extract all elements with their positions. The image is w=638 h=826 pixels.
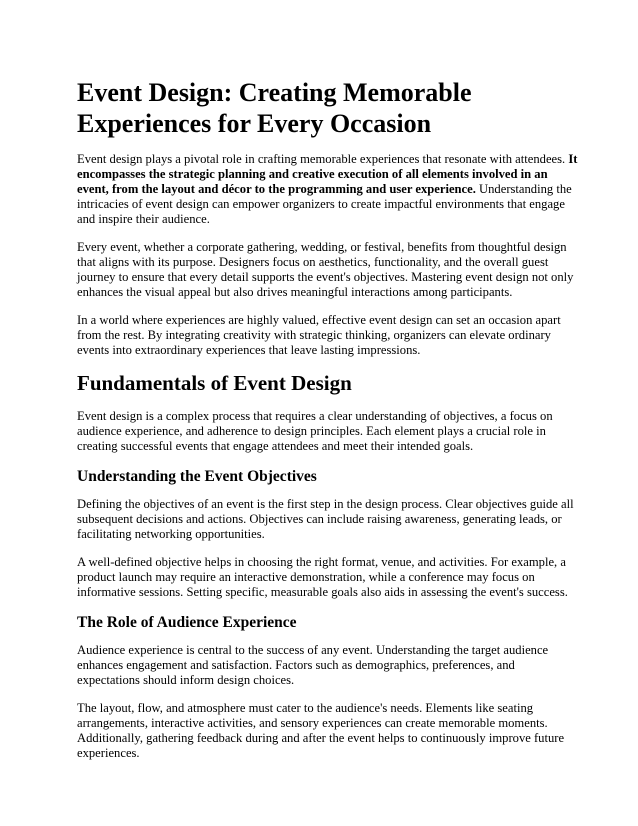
intro-paragraph-1-bold: It encompasses the strategic planning and creative execution of all elements involved in an event, from the layout and décor to the programming and user experience. [77, 152, 578, 196]
intro-paragraph-2: Every event, whether a corporate gathering, wedding, or festival, benefits from thoughtful design that aligns with its purpose. Designers focus on aesthetics, functionality, and the overall guest journey to ensure that every detail supports the event's objectives. Mastering event design not only enhances the visual appeal but also drives meaningful interactions among participants. [77, 240, 574, 299]
page-title: Event Design: Creating Memorable Experiences for Every Occasion [77, 78, 472, 138]
audience-paragraph-2: The layout, flow, and atmosphere must cater to the audience's needs. Elements like seating arrangements, interactive activities, and sensory experiences can create memorable moments. Additionally, gathering feedback during and after the event helps to continuously improve future experiences. [77, 701, 565, 760]
intro-paragraph-3: In a world where experiences are highly valued, effective event design can set an occasion apart from the rest. By integrating creativity with strategic thinking, organizers can elevate ordinary events into extraordinary experiences that leave lasting impressions. [77, 313, 561, 357]
audience-paragraph-1: Audience experience is central to the success of any event. Understanding the target audience enhances engagement and satisfaction. Factors such as demographics, preferences, and expectations should inform design choices. [77, 643, 549, 687]
intro-paragraph-1 [77, 152, 578, 227]
fundamentals-heading: Fundamentals of Event Design [77, 371, 352, 395]
objectives-heading: Understanding the Event Objectives [77, 468, 317, 485]
intro-paragraph-1-end: Understanding the intricacies of event design can empower organizers to create impactful environments that engage and inspire their audience. [77, 182, 572, 226]
intro-paragraph-1-start: Event design plays a pivotal role in crafting memorable experiences that resonate with attendees. [77, 152, 569, 166]
fundamentals-paragraph: Event design is a complex process that requires a clear understanding of objectives, a focus on audience experience, and adherence to design principles. Each element plays a crucial role in creating successful events that engage attendees and meet their intended goals. [77, 409, 553, 453]
objectives-paragraph-2: A well-defined objective helps in choosing the right format, venue, and activities. For example, a product launch may require an interactive demonstration, while a conference may focus on informative sessions. Setting specific, measurable goals also aids in assessing the event's success. [77, 555, 568, 599]
audience-heading: The Role of Audience Experience [77, 614, 297, 631]
objectives-paragraph-1: Defining the objectives of an event is the first step in the design process. Clear objectives guide all subsequent decisions and actions. Objectives can include raising awareness, generating leads, or facilitating networking opportunities. [77, 497, 574, 541]
